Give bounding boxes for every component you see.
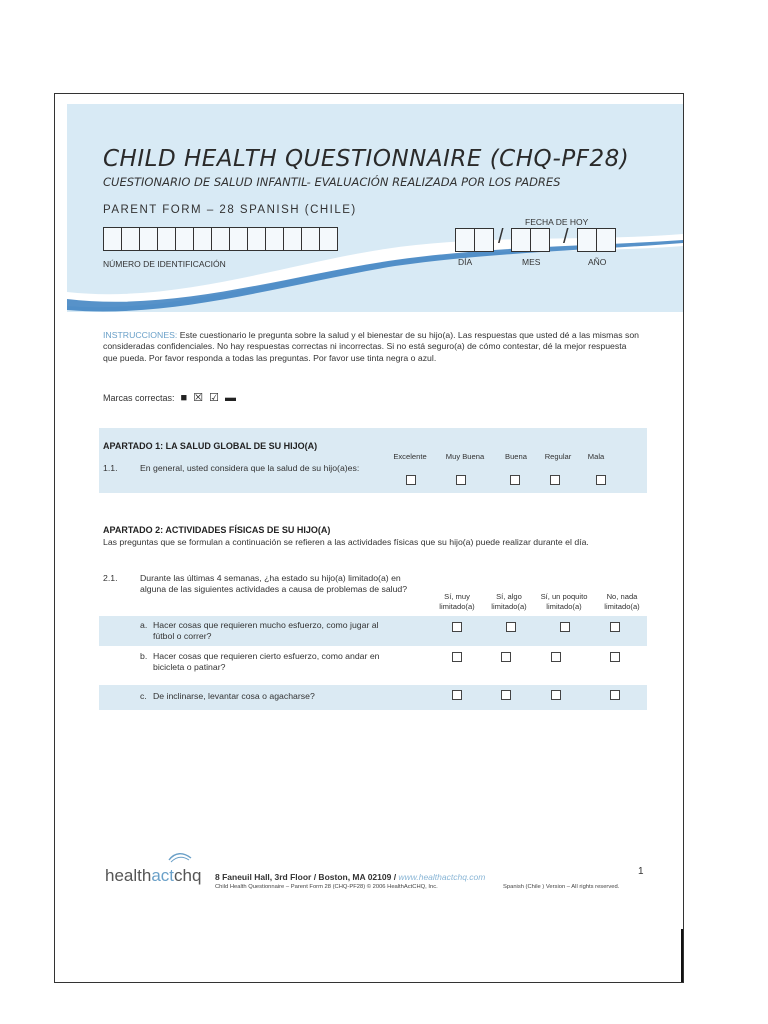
q11-option-excelente: Excelente [393,452,427,461]
month-label: MES [522,257,541,267]
q21-number: 2.1. [103,573,118,583]
crossed-box-icon: ☒ [193,392,204,404]
website-link[interactable]: www.healthactchq.com [398,872,486,882]
date-slash: / [563,226,569,248]
month-box[interactable] [511,228,530,252]
id-box[interactable] [121,227,139,251]
scan-edge [681,929,684,983]
q21c-label: c. [140,691,147,701]
form-subtitle: CUESTIONARIO DE SALUD INFANTIL- EVALUACIÓN REALIZADA POR LOS PADRES [103,175,561,189]
q21b-checkbox[interactable] [610,652,620,662]
q21a-checkbox[interactable] [610,622,620,632]
checked-box-icon: ☑ [209,392,219,404]
section1-title: APARTADO 1: LA SALUD GLOBAL DE SU HIJO(A) [103,441,318,451]
logo-text-chq: chq [174,866,202,885]
id-box[interactable] [319,227,338,251]
healthactchq-logo [105,866,201,886]
instructions-text: Este cuestionario le pregunta sobre la salud y el bienestar de su hijo(a). Las respuestas que usted dé a las mismas son consideradas confidenciales. No hay respuestas correctas ni incorrectas. Si no está seguro(a) de cómo contestar, dé la mejor respuesta que pueda. Por favor responda a todas las preguntas. Por favor use tinta negra o azul. [103,330,640,363]
id-label: NÚMERO DE IDENTIFICACIÓN [103,259,226,269]
q21b-checkbox[interactable] [551,652,561,662]
address-text: 8 Faneuil Hall, 3rd Floor / Boston, MA 02109 / [215,872,399,882]
q11-option-mala: Mala [587,452,605,461]
footer-copyright: Child Health Questionnaire – Parent Form 28 (CHQ-PF28) © 2006 HealthActCHQ, Inc. [215,884,438,890]
q21c-checkbox[interactable] [610,690,620,700]
q11-checkbox[interactable] [456,475,466,485]
q21a-text: Hacer cosas que requieren mucho esfuerzo, como jugar al fútbol o correr? [153,620,379,642]
year-box[interactable] [596,228,616,252]
q11-option-regular: Regular [544,452,572,461]
year-box[interactable] [577,228,596,252]
q21b-label: b. [140,651,148,661]
logo-swoosh-icon [167,850,193,864]
id-box[interactable] [103,227,121,251]
parent-form-label: PARENT FORM – 28 SPANISH (CHILE) [103,204,357,216]
q11-option-muy-buena: Muy Buena [445,452,485,461]
form-title: CHILD HEALTH QUESTIONNAIRE (CHQ-PF28) [103,146,630,172]
q21c-checkbox[interactable] [501,690,511,700]
day-boxes [455,228,494,252]
id-box[interactable] [157,227,175,251]
q21b-checkbox[interactable] [452,652,462,662]
month-box[interactable] [530,228,550,252]
q21b-text: Hacer cosas que requieren cierto esfuerzo, como andar en bicicleta o patinar? [153,651,380,673]
day-box[interactable] [474,228,494,252]
id-box[interactable] [193,227,211,251]
q11-number: 1.1. [103,463,118,473]
footer-version: Spanish (Chile ) Version – All rights reserved. [503,884,620,890]
id-box[interactable] [283,227,301,251]
filled-square-icon: ■ [180,391,188,404]
year-boxes [577,228,616,252]
q11-checkbox[interactable] [550,475,560,485]
id-box[interactable] [247,227,265,251]
q11-checkbox[interactable] [510,475,520,485]
q21c-checkbox[interactable] [452,690,462,700]
pen-mark-icon: ▬ [224,391,236,404]
q11-option-buena: Buena [505,452,527,461]
q21a-label: a. [140,620,148,630]
q21-option-poquito: Sí, un poquito limitado(a) [540,592,588,611]
q11-checkbox[interactable] [596,475,606,485]
q21a-checkbox[interactable] [506,622,516,632]
id-box[interactable] [301,227,319,251]
correct-marks [103,391,236,404]
id-box[interactable] [265,227,283,251]
q21c-checkbox[interactable] [551,690,561,700]
date-slash: / [498,226,504,248]
month-boxes [511,228,550,252]
year-label: AÑO [588,257,607,267]
correct-marks-label: Marcas correctas: [103,392,175,403]
footer-address [215,872,485,882]
page-number: 1 [638,866,644,877]
id-box[interactable] [175,227,193,251]
q21-text: Durante las últimas 4 semanas, ¿ha estado su hijo(a) limitado(a) en alguna de las siguientes actividades a causa de problemas de salud? [140,573,408,595]
day-label: DÍA [458,257,473,267]
instructions-keyword: INSTRUCCIONES: [103,330,178,340]
id-number-boxes [103,227,338,251]
q11-text: En general, usted considera que la salud de su hijo(a)es: [140,463,360,473]
q21-option-algo: Sí, algo limitado(a) [491,592,527,611]
q11-checkbox[interactable] [406,475,416,485]
logo-text-health: health [105,866,152,885]
q21c-text: De inclinarse, levantar cosa o agacharse? [153,691,315,701]
date-label: FECHA DE HOY [525,217,589,227]
q21a-checkbox[interactable] [452,622,462,632]
q21-option-muy: Sí, muy limitado(a) [439,592,475,611]
instructions [103,330,643,364]
section2-subtitle: Las preguntas que se formulan a continuación se refieren a las actividades físicas que su hijo(a) puede realizar durante el día. [103,537,589,547]
logo-text-act: act [151,866,175,885]
id-box[interactable] [229,227,247,251]
id-box[interactable] [211,227,229,251]
document-page [54,93,684,983]
section2-title: APARTADO 2: ACTIVIDADES FÍSICAS DE SU HIJO(A) [103,525,331,535]
q21a-checkbox[interactable] [560,622,570,632]
id-box[interactable] [139,227,157,251]
q21b-checkbox[interactable] [501,652,511,662]
q21-option-nada: No, nada limitado(a) [604,592,640,611]
day-box[interactable] [455,228,474,252]
